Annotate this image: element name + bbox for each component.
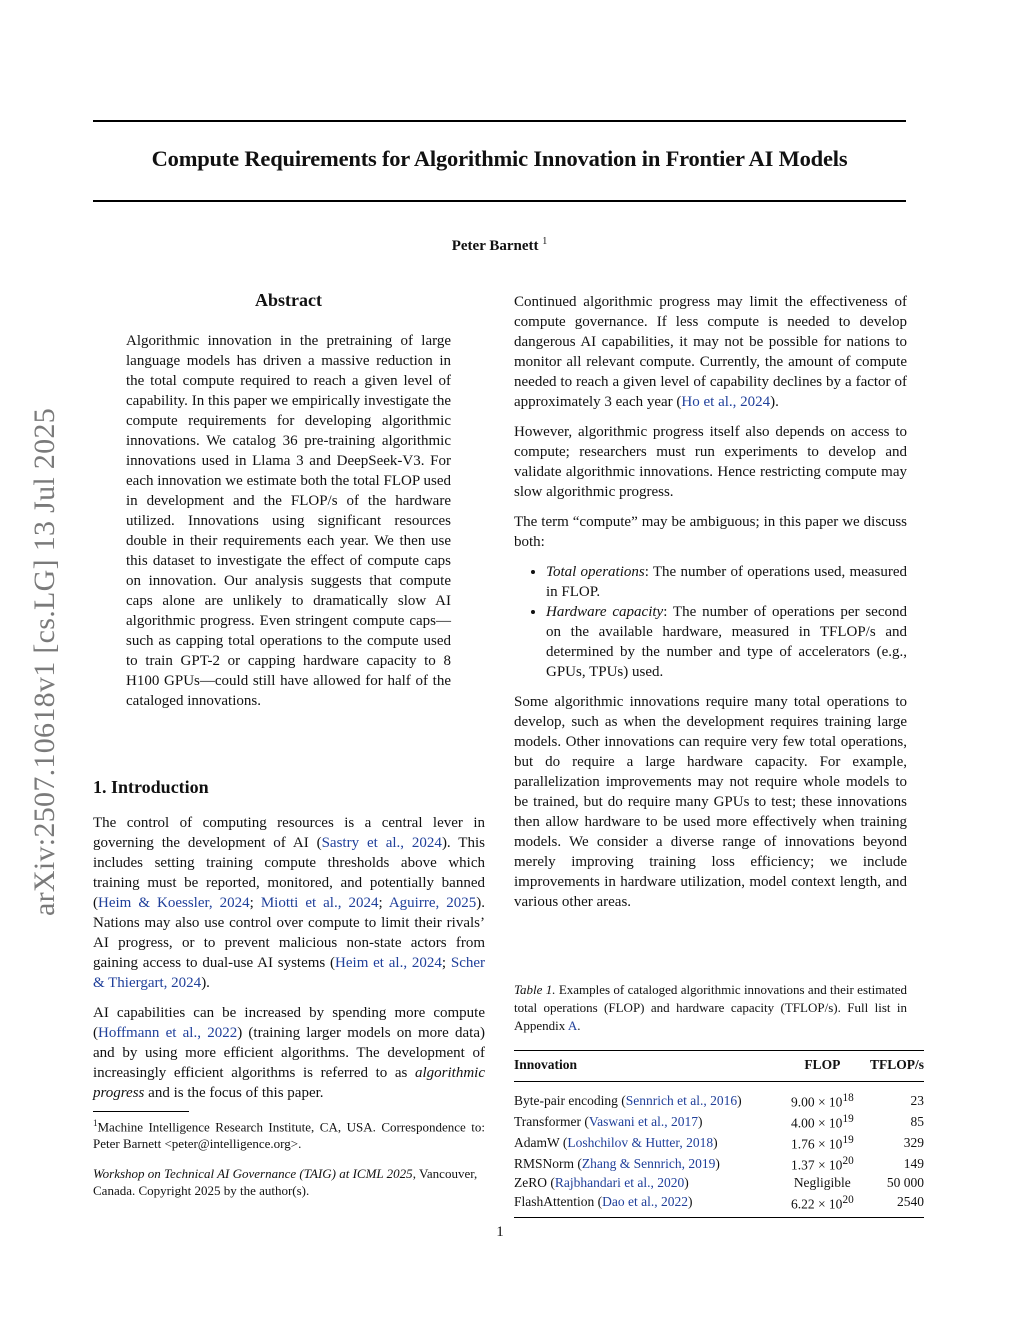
text-run: AI capabilities can be increased by spending more compute ( [93, 1005, 485, 1041]
cell-tflops: 23 [910, 1092, 924, 1108]
author-affil-mark: 1 [542, 236, 548, 247]
intro-paragraph-2 [93, 1003, 485, 1103]
citation-link[interactable]: Scher & Thiergart, 2024 [93, 955, 486, 991]
citation-link[interactable]: Loshchilov & Hutter, 2018 [567, 1134, 714, 1150]
cell-flop: $9.00 \times 10^{18}$ [790, 1092, 854, 1110]
innovations-table-wrap [514, 1050, 924, 1218]
flop-mantissa: 1.37 [790, 1157, 815, 1173]
table-header-row [514, 1051, 924, 1082]
table-row [514, 1153, 924, 1174]
flop-mantissa: 4.00 [790, 1115, 815, 1131]
cell-innovation: AdamW (Loshchilov & Hutter, 2018) [514, 1134, 718, 1150]
text-run: ; [378, 895, 389, 911]
author-line [93, 236, 906, 255]
flop-mantissa: 9.00 [790, 1094, 815, 1110]
table-row [514, 1082, 924, 1112]
citation-link[interactable]: Rajbhandari et al., 2020 [554, 1175, 685, 1190]
table-body [514, 1082, 924, 1218]
text-run: Continued algorithmic progress may limit the effectiveness of compute governance. If less compute is needed to develop dangerous AI capabilities, it may not be possible for nations to monitor all relevant compute. Currently, the amount of compute needed to reach a given level of capability declines by a factor of approximately 3 each year ( [514, 294, 907, 410]
flop-exponent: 19 [842, 1113, 854, 1125]
list-item [546, 602, 907, 682]
flop-text: Negligible [793, 1175, 851, 1190]
right-paragraph-1 [514, 292, 907, 412]
appendix-link[interactable]: A [567, 1018, 578, 1033]
abstract-text: Algorithmic innovation in the pretraining of large language models has driven a massive reduction in the total compute required to reach a given level of capability. In this paper we empirically investigate the compute requirements for developing algorithmic innovations. We catalog 36 pre-training algorithmic innovations used in Llama 3 and DeepSeek-V3. For each innovation we estimate both the total FLOP used in development and the FLOP/s of the hardware utilized. Innovations using significant resources double in their requirements each year. We then use this dataset to investigate the effect of compute caps on innovation. Our analysis suggests that compute caps alone are unlikely to dramatically slow AI algorithmic progress. Even stringent compute caps—such as capping total operations to the compute used to train GPT-2 or capping hardware capacity to 8 H100 GPUs—could still have allowed for half of the cataloged innovations. [126, 333, 451, 709]
footnote-rule [93, 1111, 189, 1112]
cell-tflops: 329 [903, 1134, 924, 1150]
innovation-name: FlashAttention [514, 1194, 595, 1210]
flop-exponent: 19 [842, 1134, 854, 1146]
innovation-name: AdamW [514, 1134, 560, 1150]
caption-end: . [577, 1018, 581, 1033]
right-paragraph-4: Some algorithmic innovations require many total operations to develop, such as when the development requires training large models. Other innovations can require very few total operations, but do require a large hardware capacity. For example, parallelization improvements may not require whole models to be trained, but do require many GPUs to test; these innovations then allow hardware to be used more effectively when training models. We consider a diverse range of innovations beyond merely improving training loss efficiency; we include improvements in hardware utilization, model context length, and various other areas. [514, 694, 907, 910]
citation-link[interactable]: Ho et al., 2024 [681, 394, 771, 410]
title-rule-top [93, 120, 906, 122]
workshop-rest: , Vancouver, Canada. Copyright 2025 by the author(s). [93, 1166, 478, 1198]
text-run: ). [770, 394, 779, 410]
text-run: ). [201, 975, 210, 991]
caption-text: Examples of cataloged algorithmic innovations and their estimated total operations (FLOP) and hardware capacity (TFLOP/s). Full list in Appendix [514, 982, 907, 1033]
header-flop: FLOP [804, 1057, 841, 1072]
arxiv-stamp [0, 375, 90, 950]
arxiv-id: arXiv:2507.10618v1 [cs.LG] 13 Jul 2025 [28, 407, 61, 917]
innovation-name: RMSNorm [514, 1155, 575, 1171]
caption-label: Table 1. [514, 982, 556, 997]
flop-mantissa: 1.76 [790, 1136, 815, 1152]
title-rule-bottom [93, 200, 906, 202]
flop-exponent: 20 [842, 1155, 854, 1167]
intro-heading: 1. Introduction [93, 777, 209, 797]
cell-innovation: RMSNorm (Zhang & Sennrich, 2019) [514, 1155, 720, 1171]
citation-link[interactable]: Zhang & Sennrich, 2019 [581, 1155, 716, 1171]
citation-link[interactable]: Miotti et al., 2024 [260, 895, 379, 911]
cell-flop: $6.22 \times 10^{20}$ [790, 1193, 854, 1211]
text-run: ; [441, 955, 451, 971]
flop-exponent: 18 [842, 1092, 854, 1104]
workshop-note [93, 1165, 485, 1199]
cell-innovation: ZeRO (Rajbhandari et al., 2020) [514, 1175, 689, 1190]
page-number: 1 [496, 1224, 504, 1240]
footnote-mark: 1 [93, 1118, 98, 1128]
right-paragraph-3: The term “compute” may be ambiguous; in this paper we discuss both: [514, 514, 907, 550]
header-innovation: Innovation [514, 1057, 578, 1072]
text-run: and is the focus of this paper. [144, 1085, 324, 1101]
innovation-name: Byte-pair encoding [514, 1092, 618, 1108]
cell-flop: $1.37 \times 10^{20}$ [790, 1155, 854, 1173]
definition-term: Total operations [546, 564, 645, 580]
cell-tflops: 149 [903, 1155, 924, 1171]
table-row [514, 1132, 924, 1153]
citation-link[interactable]: Dao et al., 2022 [602, 1194, 688, 1210]
cell-innovation: FlashAttention (Dao et al., 2022) [514, 1194, 693, 1210]
innovation-name: Transformer [514, 1113, 581, 1129]
footnote-text: Machine Intelligence Research Institute, CA, USA. Correspondence to: Peter Barnett <peter@intelligence.org>. [93, 1119, 485, 1152]
table-caption [514, 981, 907, 1035]
citation-link[interactable]: Sennrich et al., 2016 [625, 1092, 738, 1108]
affiliation-footnote [93, 1115, 485, 1152]
innovation-name: ZeRO [514, 1175, 547, 1190]
citation-link[interactable]: Heim et al., 2024 [335, 955, 442, 971]
intro-paragraph-1 [93, 813, 485, 993]
compute-definitions-list [514, 562, 907, 682]
cell-flop: $1.76 \times 10^{19}$ [790, 1134, 854, 1152]
list-item [546, 562, 907, 602]
table-row [514, 1174, 924, 1192]
cell-flop [785, 1174, 860, 1192]
workshop-name: Workshop on Technical AI Governance (TAIG) at ICML 2025 [93, 1166, 413, 1181]
abstract-heading: Abstract [255, 290, 322, 310]
text-run: ). Nations may also use control over compute to limit their rivals’ AI progress, or to prevent malicious non-state actors from gaining access to dual-use AI systems ( [93, 895, 485, 971]
definition-term: Hardware capacity [546, 604, 664, 620]
innovations-table [514, 1050, 924, 1218]
author-name: Peter Barnett [451, 238, 539, 254]
flop-mantissa: 6.22 [790, 1196, 815, 1211]
text-run: ). This includes setting training compute thresholds above which training must be reported, monitored, and potentially banned ( [93, 835, 485, 911]
text-run: The control of computing resources is a central lever in governing the development of AI ( [93, 815, 485, 851]
table-row [514, 1111, 924, 1132]
cell-innovation: Byte-pair encoding (Sennrich et al., 2016) [514, 1092, 742, 1108]
right-paragraph-2: However, algorithmic progress itself also depends on access to compute; researchers must run experiments to develop and validate algorithmic innovations. Hence restricting compute may slow algorithmic progress. [514, 424, 907, 500]
definition-text: : The number of operations per second on the available hardware, measured in TFLOP/s and determined by the number and type of accelerators (e.g., GPUs, TPUs) used. [546, 604, 907, 680]
text-run: ; [249, 895, 261, 911]
citation-link[interactable]: Vaswani et al., 2017 [588, 1113, 698, 1129]
citation-link[interactable]: Sastry et al., 2024 [321, 835, 442, 851]
right-column [514, 292, 907, 922]
emphasis-term: algorithmic progress [93, 1065, 485, 1101]
cell-flop: $4.00 \times 10^{19}$ [790, 1113, 854, 1131]
paper-title: Compute Requirements for Algorithmic Innovation in Frontier AI Models [151, 146, 848, 171]
flop-exponent: 20 [842, 1193, 854, 1206]
left-column [93, 813, 485, 1113]
cell-tflops: 2540 [897, 1194, 924, 1210]
header-tflops: TFLOP/s [869, 1057, 924, 1072]
table-row [514, 1192, 924, 1218]
citation-link[interactable]: Heim & Koessler, 2024 [98, 895, 250, 911]
definition-text: : The number of operations used, measured in FLOP. [546, 564, 908, 600]
citation-link[interactable]: Hoffmann et al., 2022 [98, 1025, 238, 1041]
citation-link[interactable]: Aguirre, 2025 [388, 895, 477, 911]
cell-innovation: Transformer (Vaswani et al., 2017) [514, 1113, 703, 1129]
cell-tflops: 85 [910, 1113, 924, 1129]
cell-tflops: 50 000 [886, 1175, 924, 1190]
text-run: ) (training larger models on more data) and by using more efficient algorithms. The development of increasingly efficient algorithms is referred to as [93, 1025, 486, 1081]
